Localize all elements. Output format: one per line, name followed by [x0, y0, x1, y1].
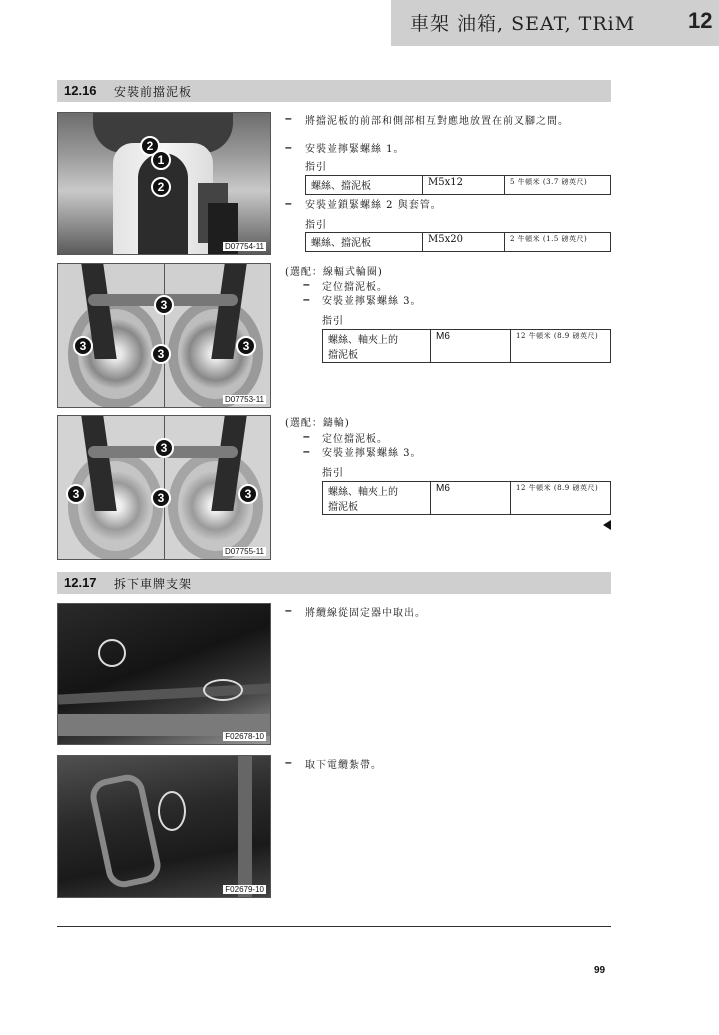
spec-torque: 12 牛頓米 (8.9 磅英尺) — [511, 482, 611, 515]
bullet: – — [303, 444, 310, 458]
highlight-circle — [98, 639, 126, 667]
spec-size: M6 — [431, 482, 511, 515]
footer-rule — [57, 926, 611, 927]
highlight-circle — [203, 679, 243, 701]
spec-item-line2: 擋泥板 — [328, 350, 358, 361]
step-text: 將纜線從固定器中取出。 — [305, 608, 426, 619]
figure-id: D07753-11 — [225, 395, 264, 404]
highlight-circle — [158, 791, 186, 831]
figure-spoke-wheel — [57, 263, 271, 408]
figure-cable-tie — [57, 755, 271, 898]
section-header-12-17 — [57, 572, 611, 594]
spec-item: 螺絲、擋泥板 — [306, 233, 423, 252]
section-number: 12.17 — [64, 575, 97, 590]
spec-torque: 12 牛頓米 (8.9 磅英尺) — [511, 330, 611, 363]
guide-label: 指引 — [322, 316, 344, 327]
spec-item-line2: 擋泥板 — [328, 502, 358, 513]
spec-table-screw-1 — [305, 175, 611, 195]
callout-2: 2 — [140, 136, 160, 156]
callout-3: 3 — [154, 295, 174, 315]
bullet: – — [285, 111, 292, 125]
callout-1: 1 — [151, 150, 171, 170]
step-text: 取下電纜紮帶。 — [305, 760, 382, 771]
section-title: 拆下車牌支架 — [114, 577, 193, 591]
section-number: 12.16 — [64, 83, 97, 98]
figure-cable-holder — [57, 603, 271, 745]
spec-table-screw-3-spoke — [322, 329, 611, 363]
figure-fender-mount — [57, 112, 271, 255]
section-title: 安裝前擋泥板 — [114, 85, 193, 99]
figure-frame — [87, 771, 164, 890]
step-text: 安裝並擰緊螺絲 3。 — [322, 448, 422, 459]
guide-label: 指引 — [305, 162, 327, 173]
bullet: – — [303, 277, 310, 291]
step-text: 安裝並鎖緊螺絲 2 與套管。 — [305, 200, 442, 211]
section-header-12-16 — [57, 80, 611, 102]
bullet: – — [303, 292, 310, 306]
callout-3: 3 — [73, 336, 93, 356]
spec-item — [323, 330, 431, 363]
figure-cast-wheel — [57, 415, 271, 560]
page-number: 99 — [594, 965, 606, 976]
figure-divider — [164, 264, 165, 408]
spec-table-screw-3-cast — [322, 481, 611, 515]
spec-item-line1: 螺絲、軸夾上的 — [328, 487, 398, 498]
chapter-title: 車架 油箱, SEAT, TRiM — [410, 13, 636, 35]
step-text: 安裝並擰緊螺絲 1。 — [305, 144, 405, 155]
option-label: (選配：鑄輪) — [285, 418, 350, 429]
step-text: 定位擋泥板。 — [322, 434, 388, 445]
guide-label: 指引 — [305, 220, 327, 231]
spec-size: M5x20 — [423, 233, 505, 252]
callout-3: 3 — [238, 484, 258, 504]
step-text: 安裝並擰緊螺絲 3。 — [322, 296, 422, 307]
callout-3: 3 — [66, 484, 86, 504]
spec-torque: 5 牛頓米 (3.7 磅英尺) — [505, 176, 611, 195]
callout-2: 2 — [151, 177, 171, 197]
step-text: 定位擋泥板。 — [322, 282, 388, 293]
spec-torque: 2 牛頓米 (1.5 磅英尺) — [505, 233, 611, 252]
callout-3: 3 — [154, 438, 174, 458]
callout-3: 3 — [236, 336, 256, 356]
spec-item: 螺絲、擋泥板 — [306, 176, 423, 195]
bullet: – — [285, 603, 292, 617]
callout-3: 3 — [151, 344, 171, 364]
spec-table-screw-2 — [305, 232, 611, 252]
bullet: – — [285, 196, 292, 210]
figure-id: D07755-11 — [225, 547, 264, 556]
figure-id: F02679-10 — [225, 885, 264, 894]
figure-id: F02678-10 — [225, 732, 264, 741]
bullet: – — [303, 429, 310, 443]
spec-size: M5x12 — [423, 176, 505, 195]
section-end-marker — [603, 520, 611, 530]
step-text: 將擋泥板的前部和側部相互對應地放置在前叉腳之間。 — [305, 116, 569, 127]
option-label: (選配：線輻式輪圈) — [285, 267, 383, 278]
figure-id: D07754-11 — [225, 242, 264, 251]
bullet: – — [285, 140, 292, 154]
spec-item — [323, 482, 431, 515]
bullet: – — [285, 755, 292, 769]
guide-label: 指引 — [322, 468, 344, 479]
chapter-number: 12 — [688, 8, 713, 33]
figure-frame — [238, 756, 252, 898]
callout-3: 3 — [151, 488, 171, 508]
spec-size: M6 — [431, 330, 511, 363]
spec-item-line1: 螺絲、軸夾上的 — [328, 335, 398, 346]
